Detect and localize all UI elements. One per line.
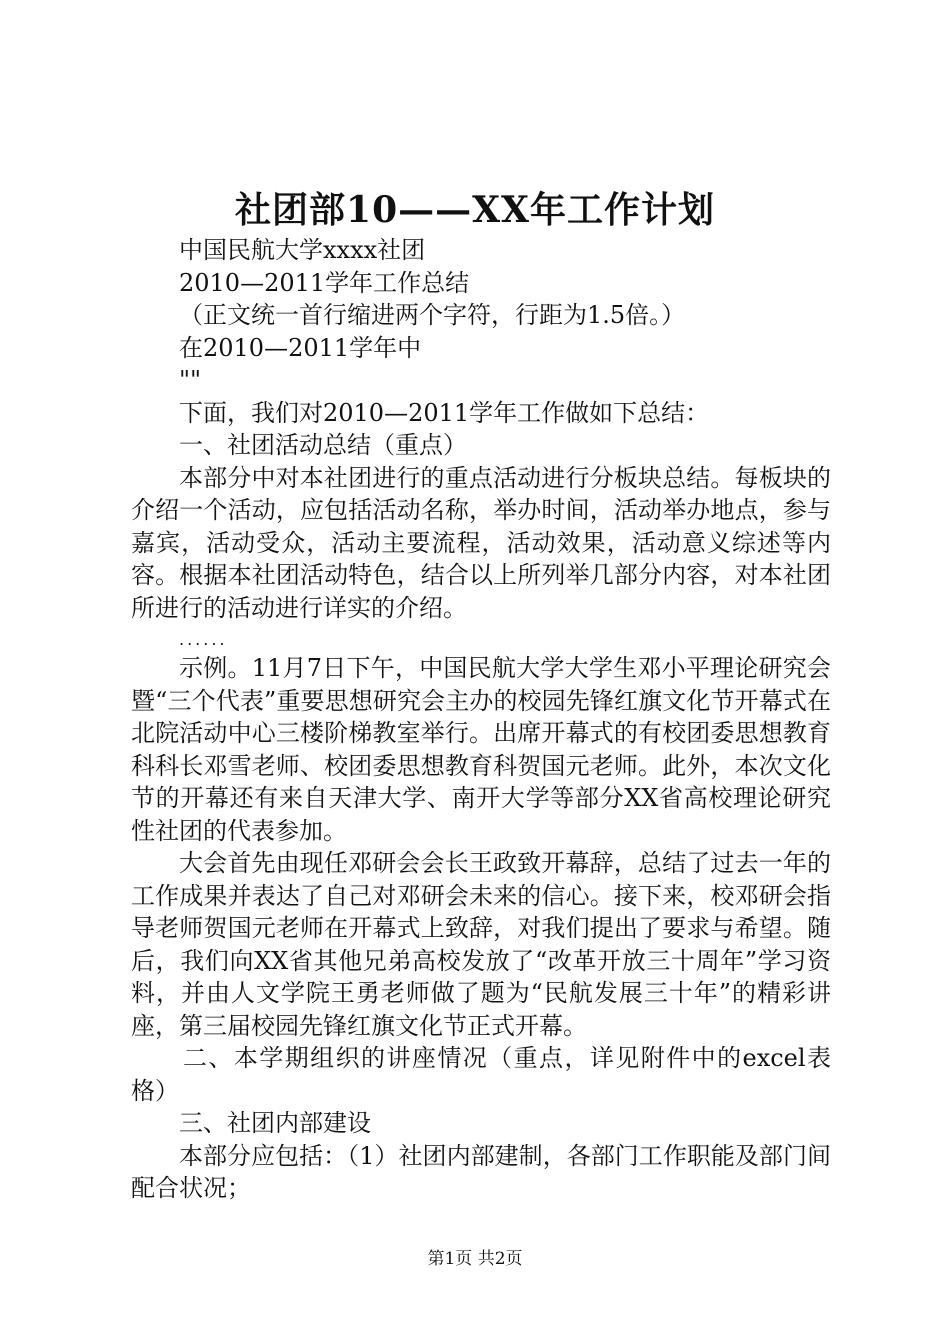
format-note-line: （正文统一首行缩进两个字符，行距为1.5倍。）: [179, 301, 686, 329]
org-name-line: 中国民航大学xxxx社团: [179, 236, 426, 264]
paragraph-activity-overview: 本部分中对本社团进行的重点活动进行分板块总结。每板块的介绍一个活动，应包括活动名称，举办时间，活动举办地点，参与嘉宾，活动受众，活动主要流程，活动效果，活动意义综述等内容。根据本社团活动特色，结合以上所列举几部分内容，对本社团所进行的活动进行详实的介绍。: [131, 463, 831, 622]
ellipsis-line: ......: [179, 630, 228, 649]
summary-subtitle-line: 2010—2011学年工作总结: [179, 268, 470, 297]
intro-summary-line: 下面，我们对2010—2011学年工作做如下总结：: [179, 398, 710, 427]
paragraph-example: 示例。11月7日下午，中国民航大学大学生邓小平理论研究会暨“三个代表”重要思想研究会主办的校园先锋红旗文化节开幕式在北院活动中心三楼阶梯教室举行。出席开幕式的有校团委思想教育科科长邓雪老师、校团委思想教育科贺国元老师。此外，本次文化节的开幕还有来自天津大学、南开大学等部分XX省高校理论研究性社团的代表参加。: [131, 654, 831, 845]
document-body: [131, 234, 831, 1205]
paragraph-internal-building: 本部分应包括：（1）社团内部建制，各部门工作职能及部门间配合状况；: [131, 1141, 831, 1202]
quote-marks-line: "": [179, 366, 202, 394]
section-heading-2: 二、本学期组织的讲座情况（重点，详见附件中的excel表格）: [131, 1044, 831, 1105]
intro-year-line: 在2010—2011学年中: [179, 333, 422, 362]
page-footer: 第1页 共2页: [427, 1249, 523, 1269]
paragraph-ceremony: 大会首先由现任邓研会会长王政致开幕辞，总结了过去一年的工作成果并表达了自己对邓研会未来的信心。接下来，校邓研会指导老师贺国元老师在开幕式上致辞，对我们提出了要求与希望。随后，我们向XX省其他兄弟高校发放了“改革开放三十周年”学习资料，并由人文学院王勇老师做了题为“民航发展三十年”的精彩讲座，第三届校园先锋红旗文化节正式开幕。: [131, 849, 831, 1040]
section-heading-3: 三、社团内部建设: [179, 1109, 371, 1137]
section-heading-1: 一、社团活动总结（重点）: [179, 431, 467, 459]
document-title: 社团部10——XX年工作计划: [235, 189, 715, 231]
